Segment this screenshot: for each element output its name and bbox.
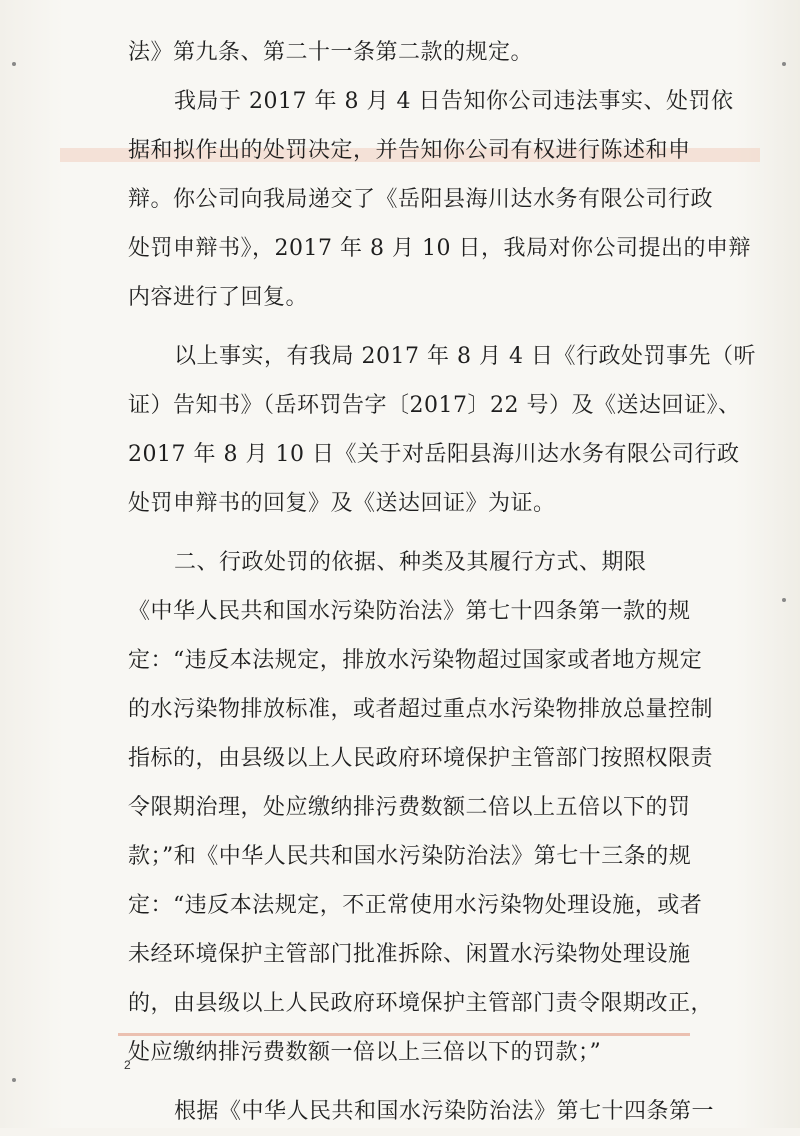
body-line: 的水污染物排放标准，或者超过重点水污染物排放总量控制	[128, 697, 714, 722]
body-line: 2017 年 8 月 10 日《关于对岳阳县海川达水务有限公司行政	[128, 442, 740, 467]
document-body	[128, 28, 756, 1136]
body-line: 未经环境保护主管部门批准拆除、闲置水污染物处理设施	[128, 942, 691, 967]
body-line: 我局于 2017 年 8 月 4 日告知你公司违法事实、处罚依	[174, 89, 734, 114]
body-line: 处罚申辩书的回复》及《送达回证》为证。	[128, 491, 556, 516]
body-line: 法》第九条、第二十一条第二款的规定。	[128, 40, 534, 65]
scan-dot	[782, 598, 786, 602]
scan-dot	[12, 62, 16, 66]
body-line: 的，由县级以上人民政府环境保护主管部门责令限期改正，	[128, 991, 714, 1016]
scan-dot	[12, 1078, 16, 1082]
body-line: 定：“违反本法规定，不正常使用水污染物处理设施，或者	[128, 893, 703, 918]
body-line: 辩。你公司向我局递交了《岳阳县海川达水务有限公司行政	[128, 187, 714, 212]
body-line: 内容进行了回复。	[128, 285, 309, 310]
body-line: 处罚申辩书》，2017 年 8 月 10 日，我局对你公司提出的申辩	[128, 236, 751, 261]
body-line: 令限期治理，处应缴纳排污费数额二倍以上五倍以下的罚	[128, 795, 691, 820]
body-line: 指标的，由县级以上人民政府环境保护主管部门按照权限责	[128, 746, 714, 771]
footer-rule	[118, 1033, 690, 1036]
body-line: 根据《中华人民共和国水污染防治法》第七十四条第一	[174, 1099, 715, 1124]
body-line: 据和拟作出的处罚决定，并告知你公司有权进行陈述和申	[128, 138, 691, 163]
page-number: 2	[124, 1058, 131, 1072]
scan-dot	[782, 62, 786, 66]
section-heading: 二、行政处罚的依据、种类及其履行方式、期限	[174, 550, 647, 575]
body-line: 以上事实，有我局 2017 年 8 月 4 日《行政处罚事先（听	[174, 344, 756, 369]
body-line: 款；”和《中华人民共和国水污染防治法》第七十三条的规	[128, 844, 692, 869]
body-line: 定：“违反本法规定，排放水污染物超过国家或者地方规定	[128, 648, 703, 673]
body-line: 《中华人民共和国水污染防治法》第七十四条第一款的规	[128, 599, 691, 624]
body-line: 证）告知书》（岳环罚告字〔2017〕22 号）及《送达回证》、	[128, 393, 741, 418]
body-line: 处应缴纳排污费数额一倍以上三倍以下的罚款；”	[128, 1040, 602, 1065]
